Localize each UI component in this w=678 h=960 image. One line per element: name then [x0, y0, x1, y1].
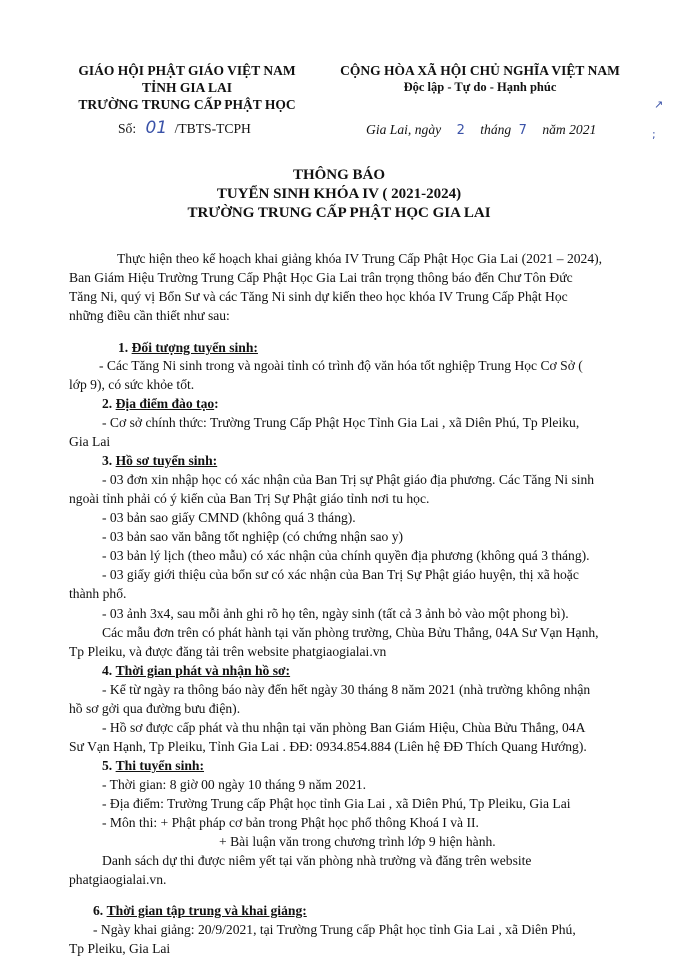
section-3-line: ngoài tỉnh phải có ý kiến của Ban Trị Sự Phật giáo tỉnh nơi tu học. — [69, 491, 430, 506]
date-month-label: tháng — [480, 122, 512, 137]
section-1-number: 1. — [118, 340, 129, 355]
section-5-title: Thi tuyển sinh: — [115, 758, 205, 773]
national-title: CỘNG HÒA XÃ HỘI CHỦ NGHĨA VIỆT NAM — [340, 63, 620, 78]
section-3-line: - 03 ảnh 3x4, sau mỗi ảnh ghi rõ họ tên, ngày sinh (tất cả 3 ảnh bỏ vào một phong bì). — [102, 606, 569, 621]
section-2-line: - Cơ sở chính thức: Trường Trung Cấp Phật Học Tỉnh Gia Lai , xã Diên Phú, Tp Pleiku, — [102, 415, 580, 430]
section-4-number: 4. — [102, 663, 113, 678]
date-year: năm 2021 — [542, 122, 597, 137]
section-3-line: - 03 bản sao văn bằng tốt nghiệp (có chứng nhận sao y) — [102, 529, 404, 544]
section-3-line: thành phố. — [69, 586, 127, 601]
title-line-2: TUYỂN SINH KHÓA IV ( 2021-2024) — [216, 186, 462, 202]
section-2-heading — [102, 394, 219, 414]
section-3-line: - 03 bản sao giấy CMND (không quá 3 tháng). — [102, 510, 356, 525]
section-5-heading — [102, 756, 204, 776]
section-5-line: + Bài luận văn trong chương trình lớp 9 hiện hành. — [219, 834, 496, 849]
notice-title — [0, 166, 678, 223]
section-6-line: Tp Pleiku, Gia Lai — [69, 941, 171, 956]
section-5-line: phatgiaogialai.vn. — [69, 872, 167, 887]
section-6-heading — [93, 901, 307, 921]
section-5-line: - Thời gian: 8 giờ 00 ngày 10 tháng 9 năm 2021. — [102, 777, 367, 792]
date-place: Gia Lai, ngày — [366, 122, 442, 137]
org-line-3: TRƯỜNG TRUNG CẤP PHẬT HỌC — [78, 97, 296, 112]
section-2-colon: : — [214, 396, 219, 411]
section-6-title: Thời gian tập trung và khai giảng: — [106, 903, 307, 918]
doc-number-handwritten: 01 — [145, 118, 168, 138]
national-motto: Độc lập - Tự do - Hạnh phúc — [403, 80, 557, 94]
section-1-heading — [118, 338, 258, 358]
section-2-line: Gia Lai — [69, 434, 111, 449]
section-6-number: 6. — [93, 903, 104, 918]
section-3-heading — [102, 451, 217, 471]
date-day: 2 — [456, 123, 465, 138]
title-line-3: TRƯỜNG TRUNG CẤP PHẬT HỌC GIA LAI — [187, 205, 491, 221]
section-5-line: Danh sách dự thi được niêm yết tại văn phòng nhà trường và đăng trên website — [102, 853, 532, 868]
section-2-number: 2. — [102, 396, 113, 411]
section-3-line: - 03 đơn xin nhập học có xác nhận của Ban Trị sự Phật giáo địa phương. Các Tăng Ni sinh — [102, 472, 595, 487]
pen-mark: ↗ — [654, 98, 664, 111]
doc-number-suffix: /TBTS-TCPH — [174, 121, 251, 136]
section-5-number: 5. — [102, 758, 113, 773]
section-1-line: lớp 9), có sức khỏe tốt. — [69, 377, 195, 392]
pen-mark: ; — [652, 128, 656, 141]
section-3-line: Tp Pleiku, và được đăng tải trên website phatgiaogialai.vn — [69, 644, 387, 659]
header-left — [62, 62, 312, 113]
section-3-line: - 03 giấy giới thiệu của bổn sư có xác nhận của Ban Trị Sự Phật giáo huyện, thị xã hoặc — [102, 567, 579, 582]
intro-line: Tăng Ni, quý vị Bổn Sư và các Tăng Ni sinh dự kiến theo học khóa IV Trung Cấp Phật Học — [69, 289, 568, 304]
section-4-heading — [102, 661, 290, 681]
doc-number-prefix: Số: — [118, 121, 137, 136]
section-4-title: Thời gian phát và nhận hồ sơ: — [115, 663, 291, 678]
section-4-line: - Hồ sơ được cấp phát và thu nhận tại văn phòng Ban Giám Hiệu, Chùa Bửu Thắng, 04A — [102, 720, 586, 735]
header-right — [330, 62, 630, 96]
intro-line: những điều cần thiết như sau: — [69, 308, 230, 323]
section-4-line: - Kể từ ngày ra thông báo này đến hết ngày 30 tháng 8 năm 2021 (nhà trường không nhận — [102, 682, 591, 697]
section-1-title: Đối tượng tuyển sinh: — [131, 340, 258, 355]
section-1-line: - Các Tăng Ni sinh trong và ngoài tỉnh có trình độ văn hóa tốt nghiệp Trung Học Cơ Sở ( — [99, 358, 583, 373]
section-6-line: - Ngày khai giảng: 20/9/2021, tại Trường Trung cấp Phật học tỉnh Gia Lai , xã Diên Phú, — [93, 922, 576, 937]
section-3-title: Hồ sơ tuyển sinh: — [115, 453, 218, 468]
section-5-line: - Môn thi: + Phật pháp cơ bản trong Phật học phổ thông Khoá I và II. — [102, 815, 479, 830]
section-4-line: hồ sơ gởi qua đường bưu điện). — [69, 701, 241, 716]
org-line-1: GIÁO HỘI PHẬT GIÁO VIỆT NAM — [78, 63, 296, 78]
intro-line: Thực hiện theo kế hoạch khai giảng khóa IV Trung Cấp Phật Học Gia Lai (2021 – 2024), — [117, 251, 603, 266]
doc-date — [366, 120, 596, 141]
intro-line: Ban Giám Hiệu Trường Trung Cấp Phật Học Gia Lai trân trọng thông báo đến Chư Tôn Đức — [69, 270, 573, 285]
section-4-line: Sư Vạn Hạnh, Tp Pleiku, Tỉnh Gia Lai . ĐĐ: 0934.854.884 (Liên hệ ĐĐ Thích Quang Hướng). — [69, 739, 587, 754]
section-5-line: - Địa điểm: Trường Trung cấp Phật học tỉnh Gia Lai , xã Diên Phú, Tp Pleiku, Gia Lai — [102, 796, 571, 811]
org-line-2: TỈNH GIA LAI — [141, 80, 233, 95]
section-3-line: Các mẫu đơn trên có phát hành tại văn phòng trường, Chùa Bửu Thắng, 04A Sư Vạn Hạnh, — [102, 625, 599, 640]
section-3-number: 3. — [102, 453, 113, 468]
date-month: 7 — [518, 123, 527, 138]
title-line-1: THÔNG BÁO — [292, 167, 386, 183]
section-2-title: Địa điểm đào tạo — [115, 396, 215, 411]
section-3-line: - 03 bản lý lịch (theo mẫu) có xác nhận của chính quyền địa phương (không quá 3 tháng). — [102, 548, 590, 563]
doc-number — [118, 118, 251, 139]
